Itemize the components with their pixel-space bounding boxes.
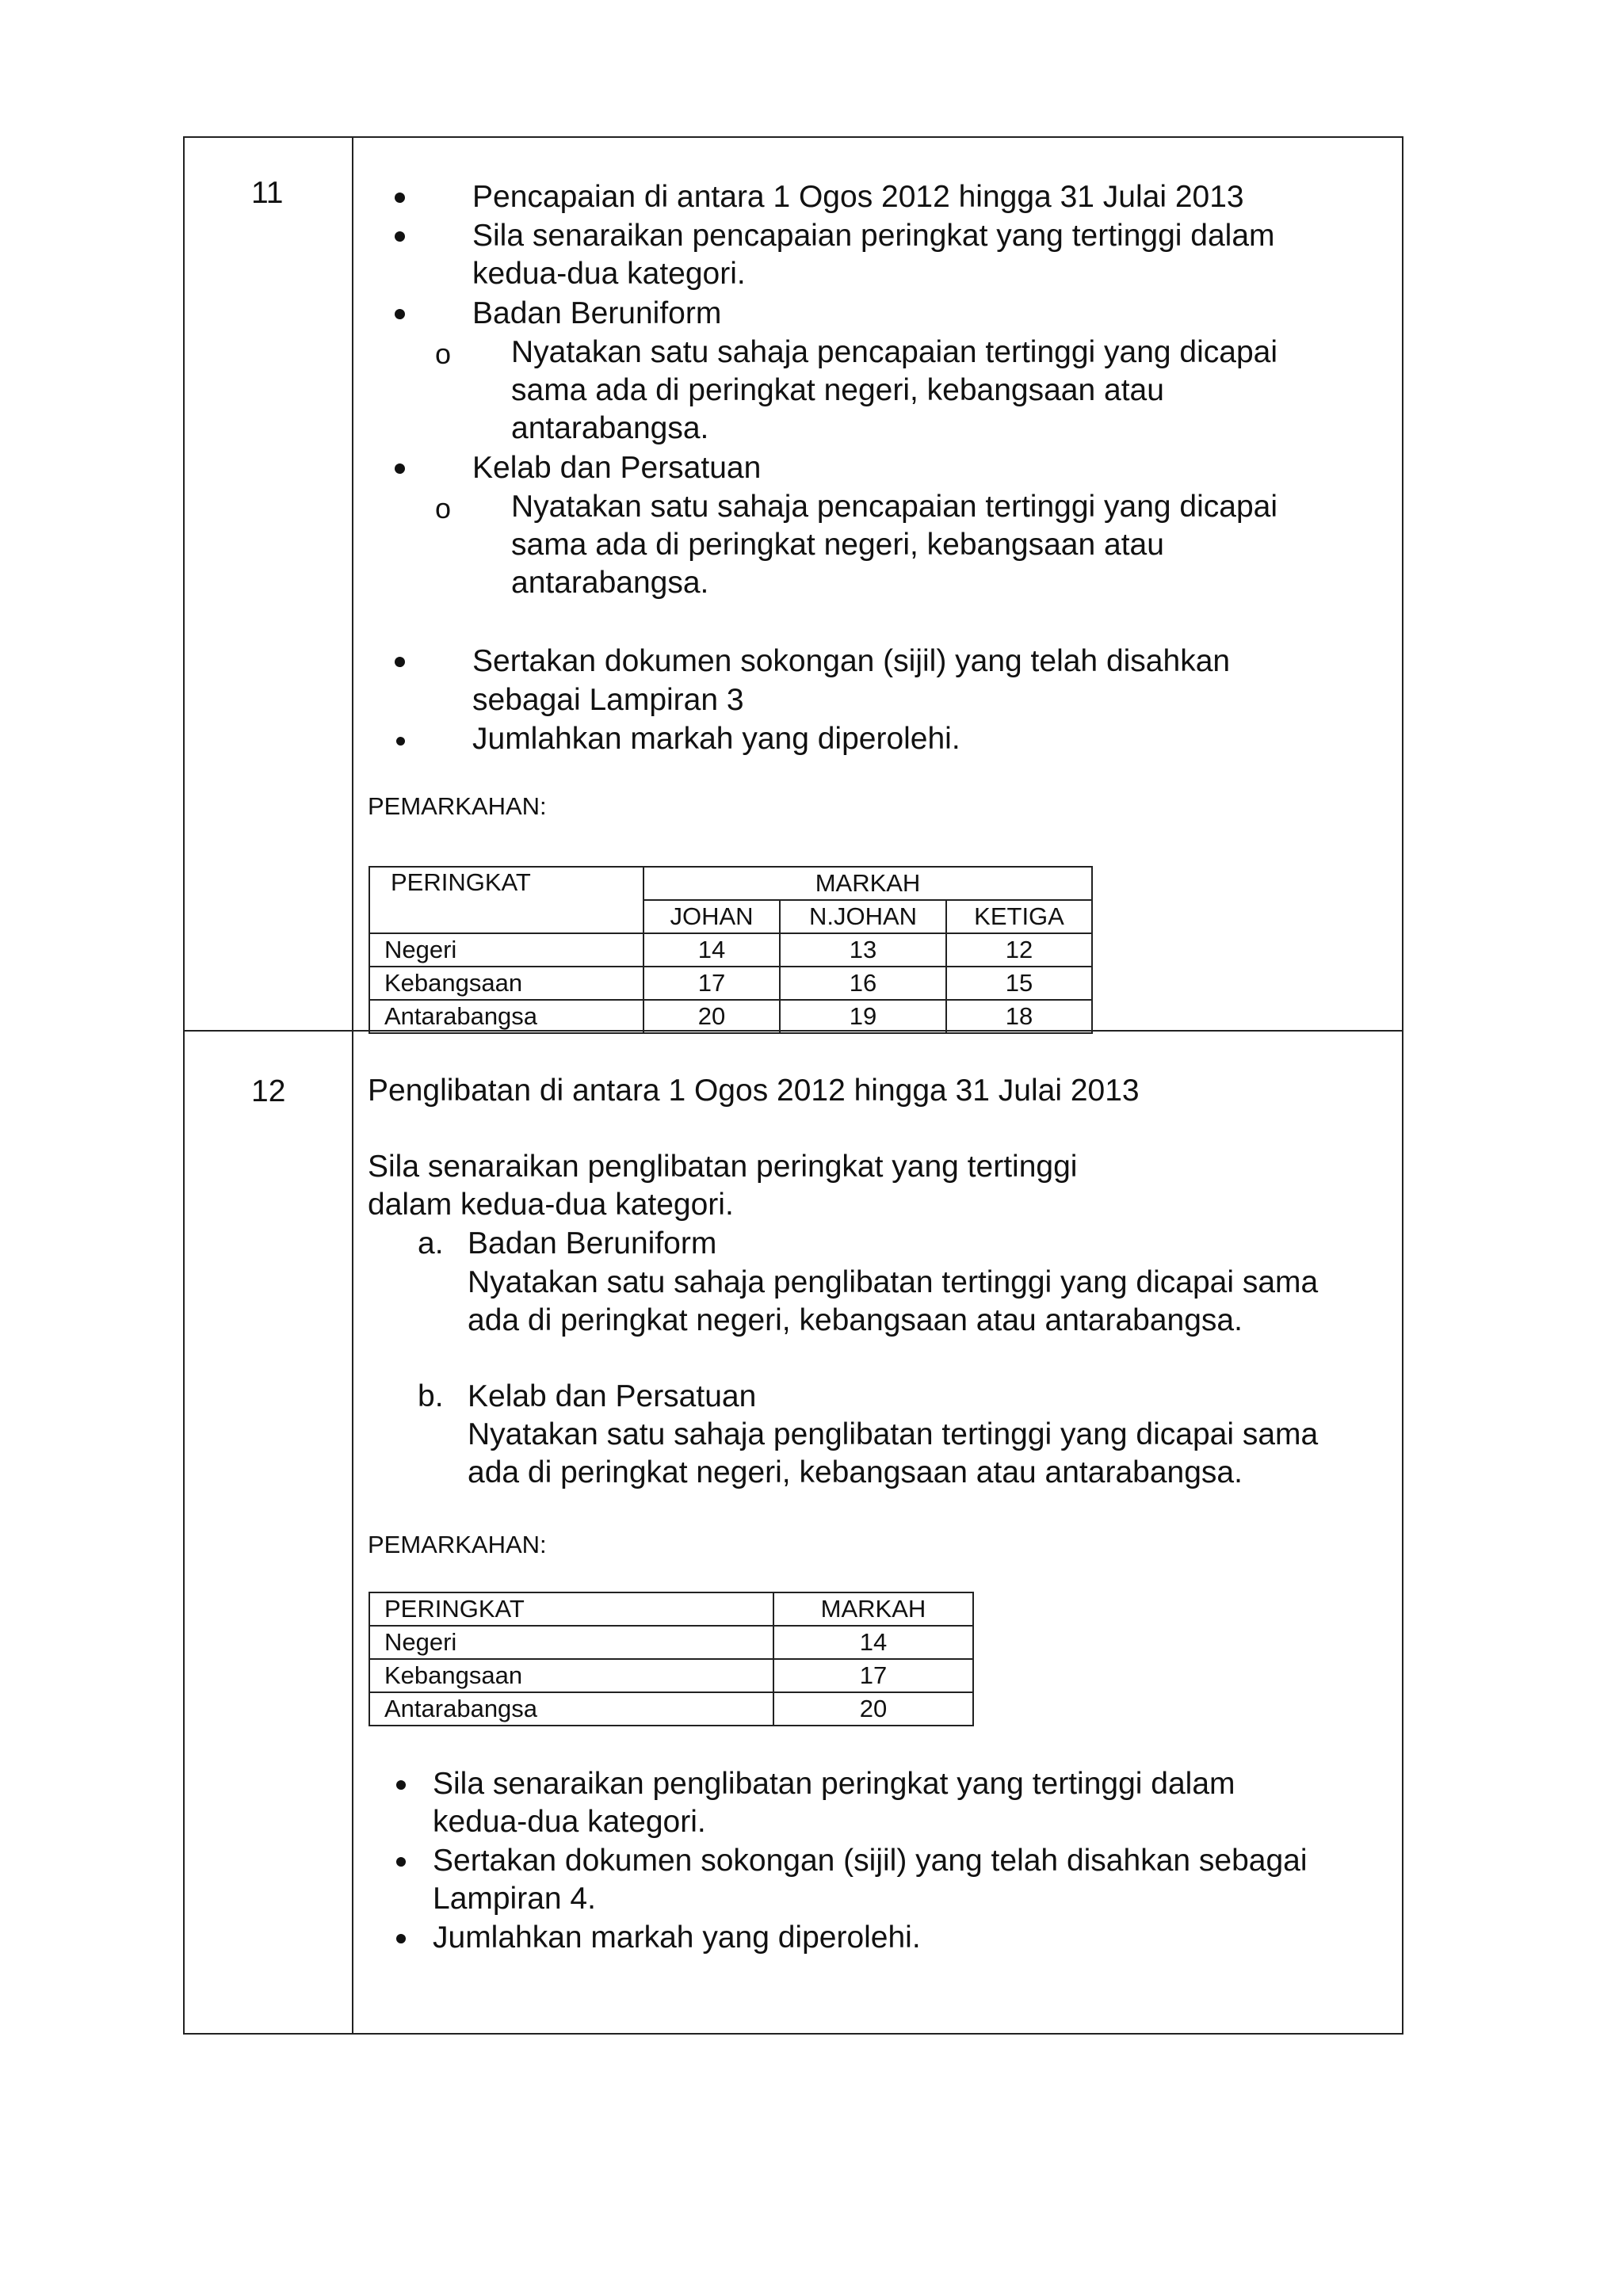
bullet-icon	[395, 309, 405, 319]
level-cell: Antarabangsa	[369, 1000, 643, 1033]
mark-cell: 18	[946, 1000, 1092, 1033]
item-11-text: Badan Beruniform	[472, 296, 722, 330]
level-cell: Antarabangsa	[369, 1692, 773, 1726]
level-cell: Negeri	[369, 933, 643, 967]
item-11-text: antarabangsa.	[511, 566, 709, 600]
table-row	[369, 1692, 973, 1726]
mark-cell: 12	[946, 933, 1092, 967]
hollow-circle-icon: o	[435, 492, 452, 524]
item-11-text: Nyatakan satu sahaja pencapaian tertinggi yang dicapai	[511, 490, 1278, 524]
table-header-row	[369, 1592, 973, 1626]
table-header-row	[369, 867, 1092, 900]
level-cell: Kebangsaan	[369, 1659, 773, 1692]
item-12-marking-label: PEMARKAHAN:	[368, 1531, 547, 1558]
item-12-marking-table	[369, 1592, 974, 1726]
table-row	[369, 1000, 1092, 1033]
item-12-text: kedua-dua kategori.	[433, 1805, 706, 1839]
category-text: ada di peringkat negeri, kebangsaan atau antarabangsa.	[468, 1455, 1243, 1489]
category-title: Badan Beruniform	[468, 1226, 717, 1261]
item-11-text: sama ada di peringkat negeri, kebangsaan atau	[511, 373, 1164, 407]
table-row	[369, 1626, 973, 1659]
item-11-number: 11	[251, 176, 284, 210]
item-12-text: Lampiran 4.	[433, 1882, 596, 1916]
table-row	[369, 933, 1092, 967]
bullet-icon	[396, 1780, 406, 1790]
peringkat-header: PERINGKAT	[369, 1592, 773, 1626]
item-12-intro: Sila senaraikan penglibatan peringkat yang tertinggi	[368, 1150, 1078, 1184]
item-11-text: Pencapaian di antara 1 Ogos 2012 hingga 31 Julai 2013	[472, 180, 1244, 214]
category-text: Nyatakan satu sahaja penglibatan tertinggi yang dicapai sama	[468, 1417, 1319, 1451]
level-cell: Negeri	[369, 1626, 773, 1659]
item-12-text: Jumlahkan markah yang diperolehi.	[433, 1920, 921, 1955]
markah-header: MARKAH	[643, 867, 1092, 900]
item-11-text: sama ada di peringkat negeri, kebangsaan atau	[511, 528, 1164, 562]
hollow-circle-icon: o	[435, 338, 452, 370]
peringkat-header: PERINGKAT	[369, 867, 643, 933]
category-letter: a.	[418, 1226, 444, 1261]
category-letter: b.	[418, 1379, 444, 1413]
item-11-text: Sertakan dokumen sokongan (sijil) yang telah disahkan	[472, 644, 1231, 678]
item-11-marking-table	[369, 866, 1093, 1034]
category-text: ada di peringkat negeri, kebangsaan atau antarabangsa.	[468, 1303, 1243, 1337]
column-divider	[352, 136, 353, 2035]
table-row	[369, 1659, 973, 1692]
bullet-icon	[395, 463, 405, 474]
bullet-icon	[395, 231, 405, 242]
n-johan-header: N.JOHAN	[780, 900, 946, 933]
item-11-text: antarabangsa.	[511, 411, 709, 445]
mark-cell: 15	[946, 967, 1092, 1000]
item-11-text: kedua-dua kategori.	[472, 257, 746, 291]
item-12-heading: Penglibatan di antara 1 Ogos 2012 hingga 31 Julai 2013	[368, 1074, 1140, 1108]
category-title: Kelab dan Persatuan	[468, 1379, 757, 1413]
item-12-number: 12	[251, 1074, 286, 1108]
mark-cell: 16	[780, 967, 946, 1000]
mark-cell: 17	[643, 967, 780, 1000]
mark-cell: 13	[780, 933, 946, 967]
item-11-text: Jumlahkan markah yang diperolehi.	[472, 722, 960, 756]
item-12-text: Sila senaraikan penglibatan peringkat yang tertinggi dalam	[433, 1767, 1235, 1801]
mark-cell: 14	[643, 933, 780, 967]
level-cell: Kebangsaan	[369, 967, 643, 1000]
bullet-icon	[395, 193, 405, 203]
mark-cell: 14	[773, 1626, 973, 1659]
bullet-icon	[396, 1934, 406, 1943]
bullet-icon	[395, 657, 405, 667]
bullet-icon	[396, 737, 405, 746]
mark-cell: 20	[773, 1692, 973, 1726]
item-11-text: Sila senaraikan pencapaian peringkat yang tertinggi dalam	[472, 219, 1275, 253]
item-12-intro: dalam kedua-dua kategori.	[368, 1188, 734, 1222]
item-11-marking-label: PEMARKAHAN:	[368, 792, 547, 820]
mark-cell: 19	[780, 1000, 946, 1033]
item-11-text: Kelab dan Persatuan	[472, 451, 762, 485]
johan-header: JOHAN	[643, 900, 780, 933]
bullet-icon	[396, 1857, 406, 1867]
table-row	[369, 967, 1092, 1000]
category-text: Nyatakan satu sahaja penglibatan tertinggi yang dicapai sama	[468, 1265, 1319, 1299]
mark-cell: 17	[773, 1659, 973, 1692]
ketiga-header: KETIGA	[946, 900, 1092, 933]
mark-cell: 20	[643, 1000, 780, 1033]
markah-header: MARKAH	[773, 1592, 973, 1626]
item-11-text: sebagai Lampiran 3	[472, 683, 744, 717]
item-11-text: Nyatakan satu sahaja pencapaian tertinggi yang dicapai	[511, 335, 1278, 369]
item-12-text: Sertakan dokumen sokongan (sijil) yang telah disahkan sebagai	[433, 1844, 1308, 1878]
